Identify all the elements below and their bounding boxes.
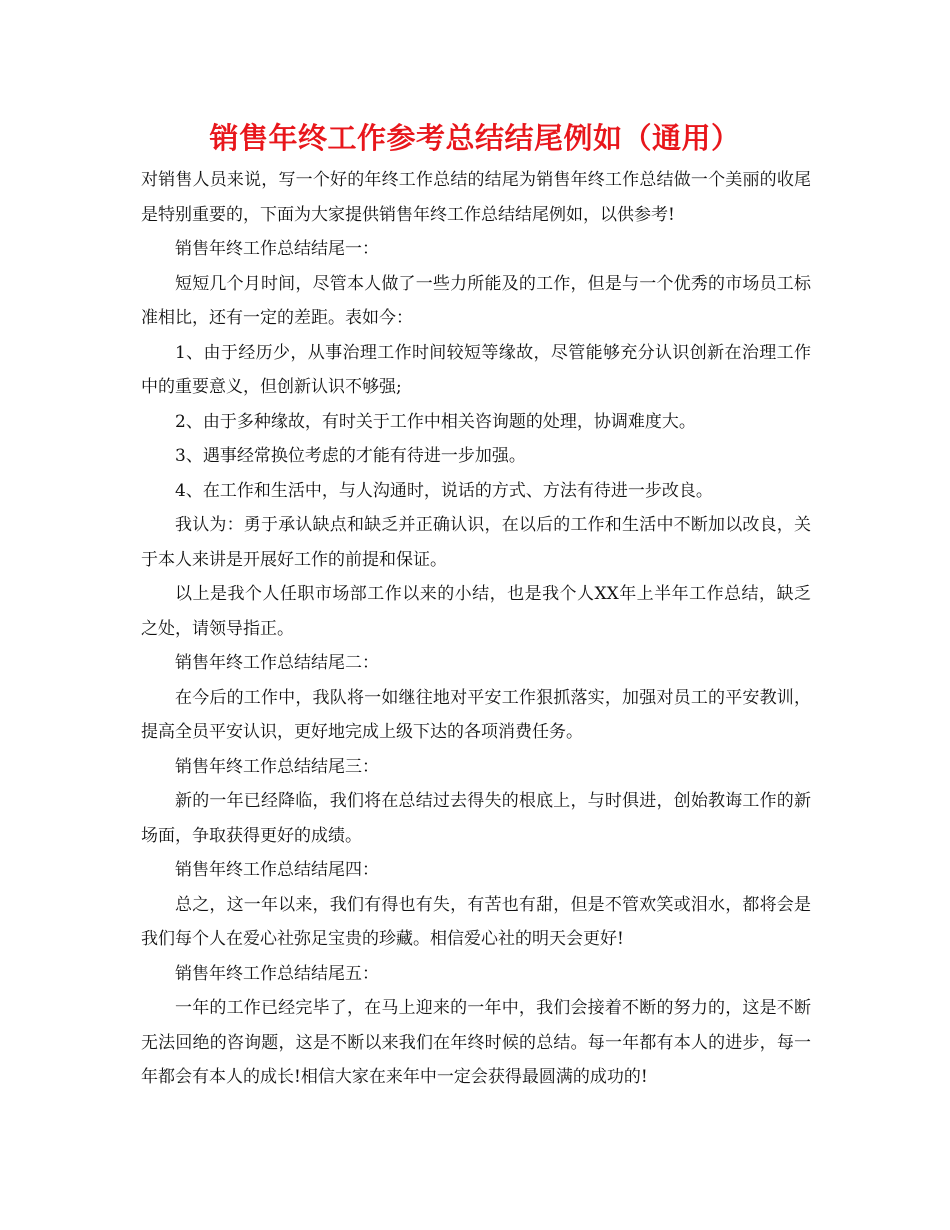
paragraph: 我认为：勇于承认缺点和缺乏并正确认识，在以后的工作和生活中不断加以改良，关于本人来讲是开展好工作的前提和保证。 (141, 515, 811, 570)
section-heading-4: 销售年终工作总结结尾四： (175, 860, 379, 880)
list-item: 1、由于经历少，从事治理工作时间较短等缘故，尽管能够充分认识创新在治理工作中的重要意义，但创新认识不够强; (141, 342, 811, 397)
paragraph: 在今后的工作中，我队将一如继往地对平安工作狠抓落实，加强对员工的平安教训，提高全员平安认识，更好地完成上级下达的各项消费任务。 (141, 687, 811, 742)
list-item: 4、在工作和生活中，与人沟通时，说话的方式、方法有待进一步改良。 (175, 480, 713, 501)
list-item: 3、遇事经常换位考虑的才能有待进一步加强。 (175, 446, 526, 466)
paragraph: 以上是我个人任职市场部工作以来的小结，也是我个人XX年上半年工作总结，缺乏之处，请领导指正。 (141, 584, 811, 639)
section-heading-3: 销售年终工作总结结尾三： (175, 756, 379, 777)
section-heading-1: 销售年终工作总结结尾一： (175, 239, 379, 259)
paragraph-intro: 对销售人员来说，写一个好的年终工作总结的结尾为销售年终工作总结做一个美丽的收尾是特别重要的，下面为大家提供销售年终工作总结结尾例如，以供参考! (141, 170, 811, 225)
document-title: 销售年终工作参考总结结尾例如（通用） (209, 121, 741, 155)
section-heading-2: 销售年终工作总结结尾二： (175, 653, 379, 673)
section-heading-5: 销售年终工作总结结尾五： (175, 963, 379, 984)
list-item: 2、由于多种缘故，有时关于工作中相关咨询题的处理，协调难度大。 (175, 411, 696, 432)
paragraph: 总之，这一年以来，我们有得也有失，有苦也有甜，但是不管欢笑或泪水，都将会是我们每个人在爱心社弥足宝贵的珍藏。相信爱心社的明天会更好! (141, 894, 811, 949)
paragraph: 一年的工作已经完毕了，在马上迎来的一年中，我们会接着不断的努力的，这是不断无法回绝的咨询题，这是不断以来我们在年终时候的总结。每一年都有本人的进步，每一年都会有本人的成长!相信大家在来年中一定会获得最圆满的成功的! (141, 998, 811, 1087)
paragraph: 新的一年已经降临，我们将在总结过去得失的根底上，与时俱进，创始教诲工作的新场面，争取获得更好的成绩。 (141, 791, 811, 846)
document-body (141, 163, 811, 1095)
paragraph: 短短几个月时间，尽管本人做了一些力所能及的工作，但是与一个优秀的市场员工标准相比，还有一定的差距。表如今： (141, 273, 811, 328)
